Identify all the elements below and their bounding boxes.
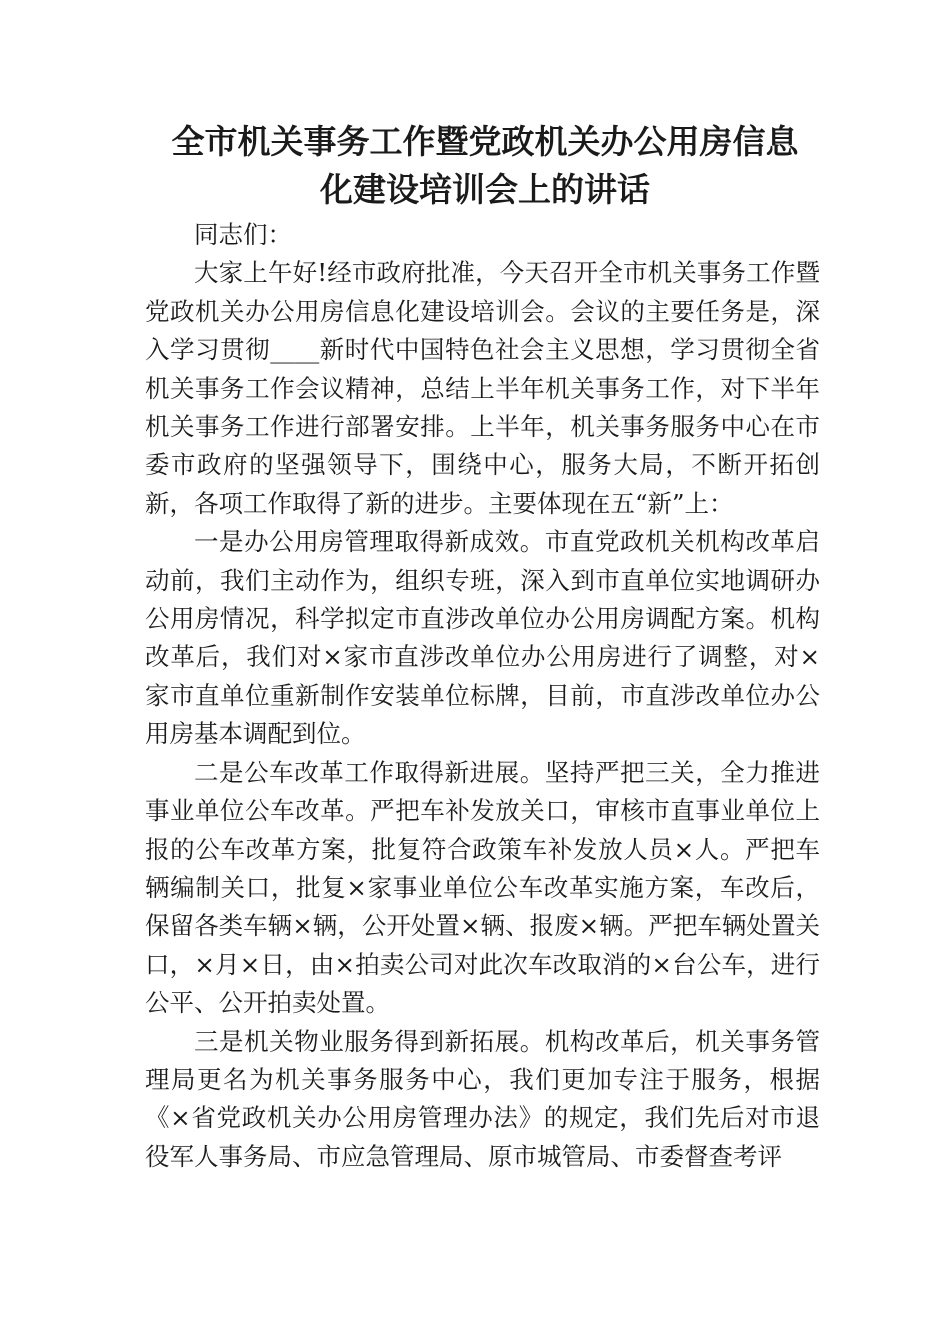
- title-line-2: 化建设培训会上的讲话: [320, 170, 650, 209]
- document-title: [145, 118, 820, 214]
- paragraph-property-service: 三是机关物业服务得到新拓展。机构改革后，机关事务管理局更名为机关事务服务中心，我们更加专注于服务，根据《×省党政机关办公用房管理办法》的规定，我们先后对市退役军人事务局、市应急管理局、原市城管局、市委督查考评: [145, 1026, 820, 1171]
- paragraph-vehicle-reform: 二是公车改革工作取得新进展。坚持严把三关，全力推进事业单位公车改革。严把车补发放关口，审核市直事业单位上报的公车改革方案，批复符合政策车补发放人员×人。严把车辆编制关口，批复×家事业单位公车改革实施方案，车改后，保留各类车辆×辆，公开处置×辆、报废×辆。严把车辆处置关口，×月×日，由×拍卖公司对此次车改取消的×台公车，进行公平、公开拍卖处置。: [145, 757, 820, 1018]
- salutation: 同志们：: [194, 220, 292, 249]
- paragraph-opening: 大家上午好!经市政府批准，今天召开全市机关事务工作暨党政机关办公用房信息化建设培训会。会议的主要任务是，深入学习贯彻____新时代中国特色社会主义思想，学习贯彻全省机关事务工作会议精神，总结上半年机关事务工作，对下半年机关事务工作进行部署安排。上半年，机关事务服务中心在市委市政府的坚强领导下，围绕中心，服务大局，不断开拓创新，各项工作取得了新的进步。主要体现在五“新”上：: [145, 258, 820, 518]
- document-body: [145, 216, 820, 1176]
- title-line-1: 全市机关事务工作暨党政机关办公用房信息: [171, 122, 799, 161]
- paragraph-office-housing: 一是办公用房管理取得新成效。市直党政机关机构改革启动前，我们主动作为，组织专班，深入到市直单位实地调研办公用房情况，科学拟定市直涉改单位办公用房调配方案。机构改革后，我们对×家市直涉改单位办公用房进行了调整，对×家市直单位重新制作安装单位标牌，目前，市直涉改单位办公用房基本调配到位。: [145, 527, 820, 749]
